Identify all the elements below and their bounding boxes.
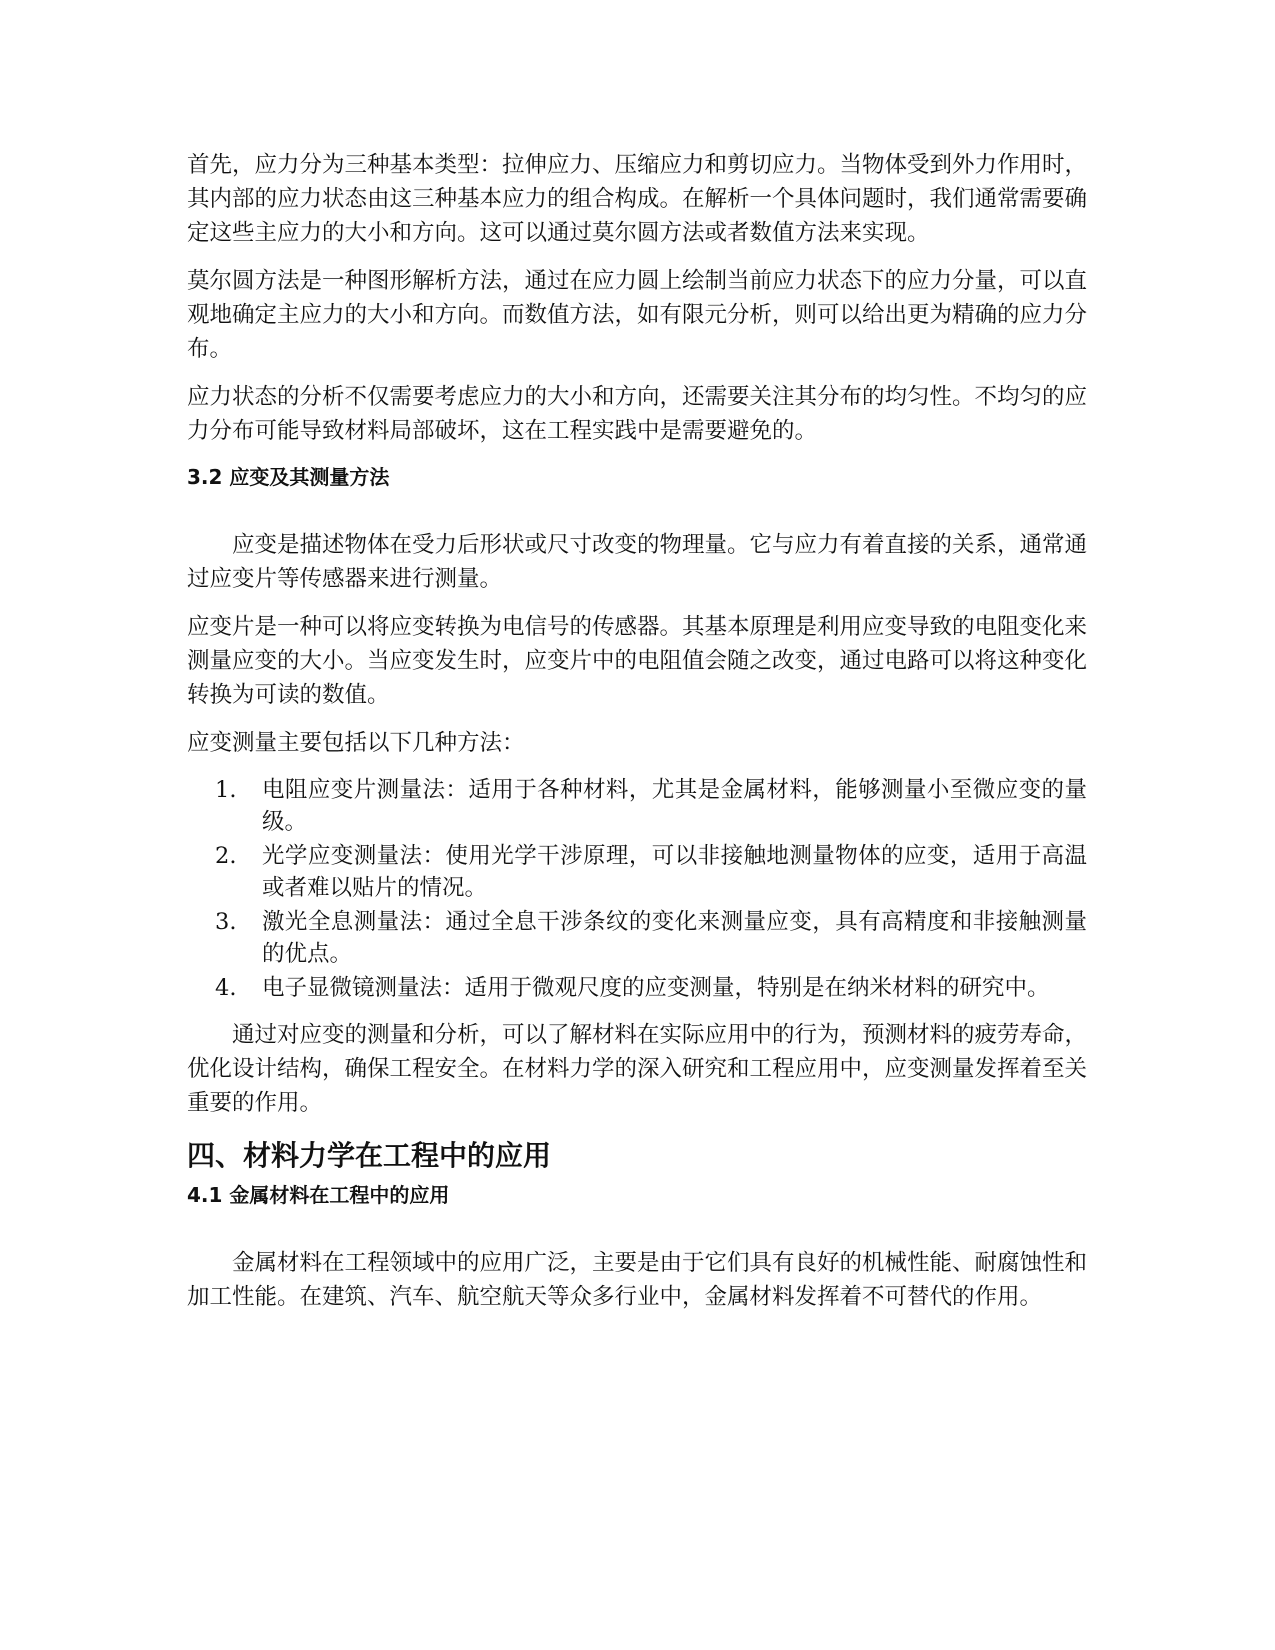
list-item-text: 光学应变测量法：使用光学干涉原理，可以非接触地测量物体的应变，适用于高温或者难以贴片的情况。: [262, 843, 1087, 901]
paragraph-stress-types: 首先，应力分为三种基本类型：拉伸应力、压缩应力和剪切应力。当物体受到外力作用时，其内部的应力状态由这三种基本应力的组合构成。在解析一个具体问题时，我们通常需要确定这些主应力的大小和方向。这可以通过莫尔圆方法或者数值方法来实现。: [187, 152, 1088, 246]
list-item-text: 电子显微镜测量法：适用于微观尺度的应变测量，特别是在纳米材料的研究中。: [262, 975, 1050, 1001]
paragraph-strain-conclusion: 通过对应变的测量和分析，可以了解材料在实际应用中的行为，预测材料的疲劳寿命，优化设计结构，确保工程安全。在材料力学的深入研究和工程应用中，应变测量发挥着至关重要的作用。: [187, 1022, 1088, 1116]
paragraph-strain-gauge: 应变片是一种可以将应变转换为电信号的传感器。其基本原理是利用应变导致的电阻变化来测量应变的大小。当应变发生时，应变片中的电阻值会随之改变，通过电路可以将这种变化转换为可读的数值。: [187, 614, 1088, 708]
list-item: [187, 906, 1087, 970]
list-item-number: 2.: [215, 843, 237, 869]
strain-methods-list: [187, 774, 1087, 1004]
paragraph-mohr-circle: 莫尔圆方法是一种图形解析方法，通过在应力圆上绘制当前应力状态下的应力分量，可以直观地确定主应力的大小和方向。而数值方法，如有限元分析，则可以给出更为精确的应力分布。: [187, 268, 1088, 362]
list-item-number: 4.: [215, 975, 237, 1001]
section-heading-4-1: 4.1 金属材料在工程中的应用: [187, 1183, 450, 1207]
paragraph-methods-lead: 应变测量主要包括以下几种方法：: [187, 730, 525, 756]
list-item-number: 3.: [215, 909, 237, 935]
chapter-heading-4: 四、材料力学在工程中的应用: [187, 1139, 552, 1172]
list-item-text: 电阻应变片测量法：适用于各种材料，尤其是金属材料，能够测量小至微应变的量级。: [262, 777, 1087, 835]
list-item: [187, 774, 1087, 838]
list-item-number: 1.: [215, 777, 237, 803]
list-item: [187, 972, 1087, 1004]
paragraph-stress-uniformity: 应力状态的分析不仅需要考虑应力的大小和方向，还需要关注其分布的均匀性。不均匀的应力分布可能导致材料局部破坏，这在工程实践中是需要避免的。: [187, 384, 1088, 444]
list-item: [187, 840, 1087, 904]
document-body: [187, 148, 1087, 1328]
paragraph-strain-intro: 应变是描述物体在受力后形状或尺寸改变的物理量。它与应力有着直接的关系，通常通过应变片等传感器来进行测量。: [187, 532, 1088, 592]
section-heading-3-2: 3.2 应变及其测量方法: [187, 465, 390, 489]
paragraph-metal-materials: 金属材料在工程领域中的应用广泛，主要是由于它们具有良好的机械性能、耐腐蚀性和加工性能。在建筑、汽车、航空航天等众多行业中，金属材料发挥着不可替代的作用。: [187, 1250, 1088, 1310]
list-item-text: 激光全息测量法：通过全息干涉条纹的变化来测量应变，具有高精度和非接触测量的优点。: [262, 909, 1087, 967]
